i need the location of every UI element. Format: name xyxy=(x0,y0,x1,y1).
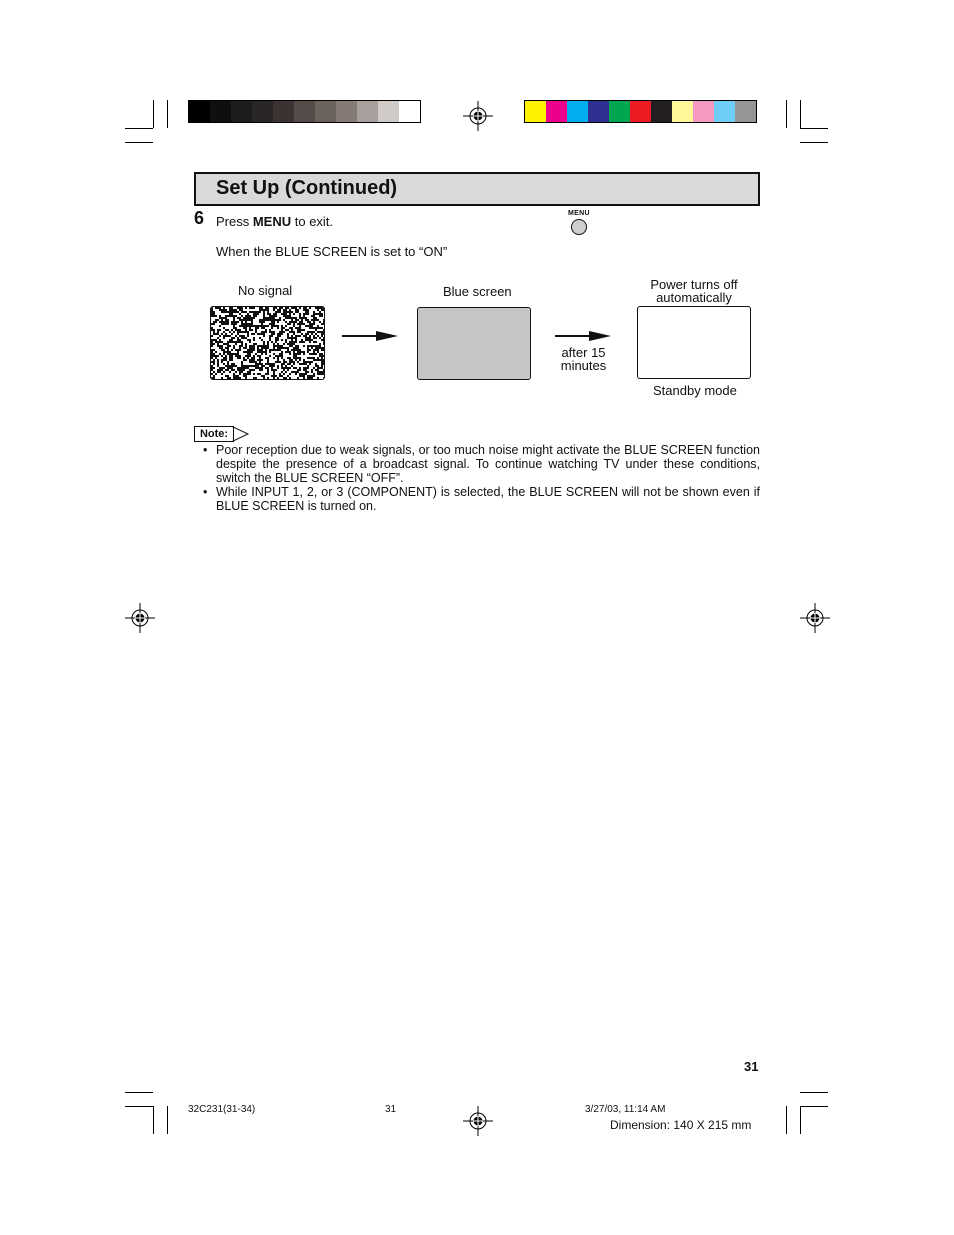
grayscale-color-bar xyxy=(188,100,421,123)
color-swatch xyxy=(630,101,651,122)
section-header xyxy=(194,172,760,206)
color-swatch xyxy=(735,101,756,122)
crop-mark xyxy=(167,100,168,128)
arrow-head-icon xyxy=(376,331,398,341)
color-swatch xyxy=(252,101,273,122)
minutes-line: minutes xyxy=(560,358,607,373)
crop-mark xyxy=(153,100,154,128)
color-swatch xyxy=(378,101,399,122)
color-swatch xyxy=(336,101,357,122)
registration-mark-icon xyxy=(125,603,155,633)
arrow-head-icon xyxy=(589,331,611,341)
arrow-icon xyxy=(342,335,378,337)
after-15-minutes-label xyxy=(556,346,611,372)
color-swatch xyxy=(189,101,210,122)
process-color-bar xyxy=(524,100,757,123)
power-off-line: Power turns off xyxy=(650,277,738,292)
step-number: 6 xyxy=(194,208,205,228)
after-line: after 15 xyxy=(561,345,606,360)
color-swatch xyxy=(294,101,315,122)
blue-screen-label: Blue screen xyxy=(443,284,512,299)
color-swatch xyxy=(714,101,735,122)
note-pointer-icon xyxy=(232,426,250,442)
note-badge: Note: xyxy=(194,426,234,442)
crop-mark xyxy=(125,128,153,129)
no-signal-screen xyxy=(210,306,325,380)
arrow-icon xyxy=(555,335,591,337)
color-swatch xyxy=(567,101,588,122)
menu-button-label: MENU xyxy=(568,210,590,217)
footer-date: 3/27/03, 11:14 AM xyxy=(585,1104,666,1115)
registration-mark-icon xyxy=(800,603,830,633)
crop-mark xyxy=(125,1092,153,1093)
footer-file-name: 32C231(31-34) xyxy=(188,1104,256,1115)
footer-dimension: Dimension: 140 X 215 mm xyxy=(610,1118,752,1132)
note-item: • Poor reception due to weak signals, or too much noise might activate the BLUE SCREEN function despite the presence of a broadcast signal. To continue watching TV under these conditions, switch the BLUE SCREEN “OFF”. xyxy=(203,443,760,485)
page-title: Set Up (Continued) xyxy=(216,177,398,199)
crop-mark xyxy=(167,1106,168,1134)
crop-mark xyxy=(786,1106,787,1134)
color-swatch xyxy=(315,101,336,122)
crop-mark xyxy=(153,1106,154,1134)
crop-mark xyxy=(800,142,828,143)
color-swatch xyxy=(273,101,294,122)
color-swatch xyxy=(588,101,609,122)
color-swatch xyxy=(231,101,252,122)
color-swatch xyxy=(609,101,630,122)
crop-mark xyxy=(800,1106,828,1107)
color-swatch xyxy=(357,101,378,122)
note-item: • While INPUT 1, 2, or 3 (COMPONENT) is selected, the BLUE SCREEN will not be shown even if BLUE SCREEN is turned on. xyxy=(203,485,760,513)
press-text: Press xyxy=(216,214,253,229)
color-swatch xyxy=(672,101,693,122)
power-off-label xyxy=(638,278,750,304)
color-swatch xyxy=(651,101,672,122)
crop-mark xyxy=(800,1106,801,1134)
step-instruction xyxy=(216,214,333,229)
no-signal-label: No signal xyxy=(238,283,293,298)
color-swatch xyxy=(546,101,567,122)
standby-screen xyxy=(637,306,751,379)
color-swatch xyxy=(525,101,546,122)
menu-button-icon xyxy=(571,219,587,235)
automatically-line: automatically xyxy=(656,290,732,305)
crop-mark xyxy=(800,100,801,128)
blue-screen-box xyxy=(417,307,531,380)
to-exit-text: to exit. xyxy=(291,214,334,229)
crop-mark xyxy=(125,142,153,143)
color-swatch xyxy=(693,101,714,122)
color-swatch xyxy=(210,101,231,122)
note-list xyxy=(203,443,760,513)
color-swatch xyxy=(399,101,420,122)
footer-page: 31 xyxy=(385,1104,397,1115)
crop-mark xyxy=(800,1092,828,1093)
registration-mark-icon xyxy=(463,1106,493,1136)
registration-mark-icon xyxy=(463,101,493,131)
crop-mark xyxy=(125,1106,153,1107)
when-text: When the BLUE SCREEN is set to “ON” xyxy=(216,244,448,259)
crop-mark xyxy=(786,100,787,128)
menu-keyword: MENU xyxy=(252,214,292,229)
static-noise-icon xyxy=(211,307,324,379)
page-number: 31 xyxy=(744,1059,759,1074)
standby-mode-label: Standby mode xyxy=(653,383,737,398)
crop-mark xyxy=(800,128,828,129)
